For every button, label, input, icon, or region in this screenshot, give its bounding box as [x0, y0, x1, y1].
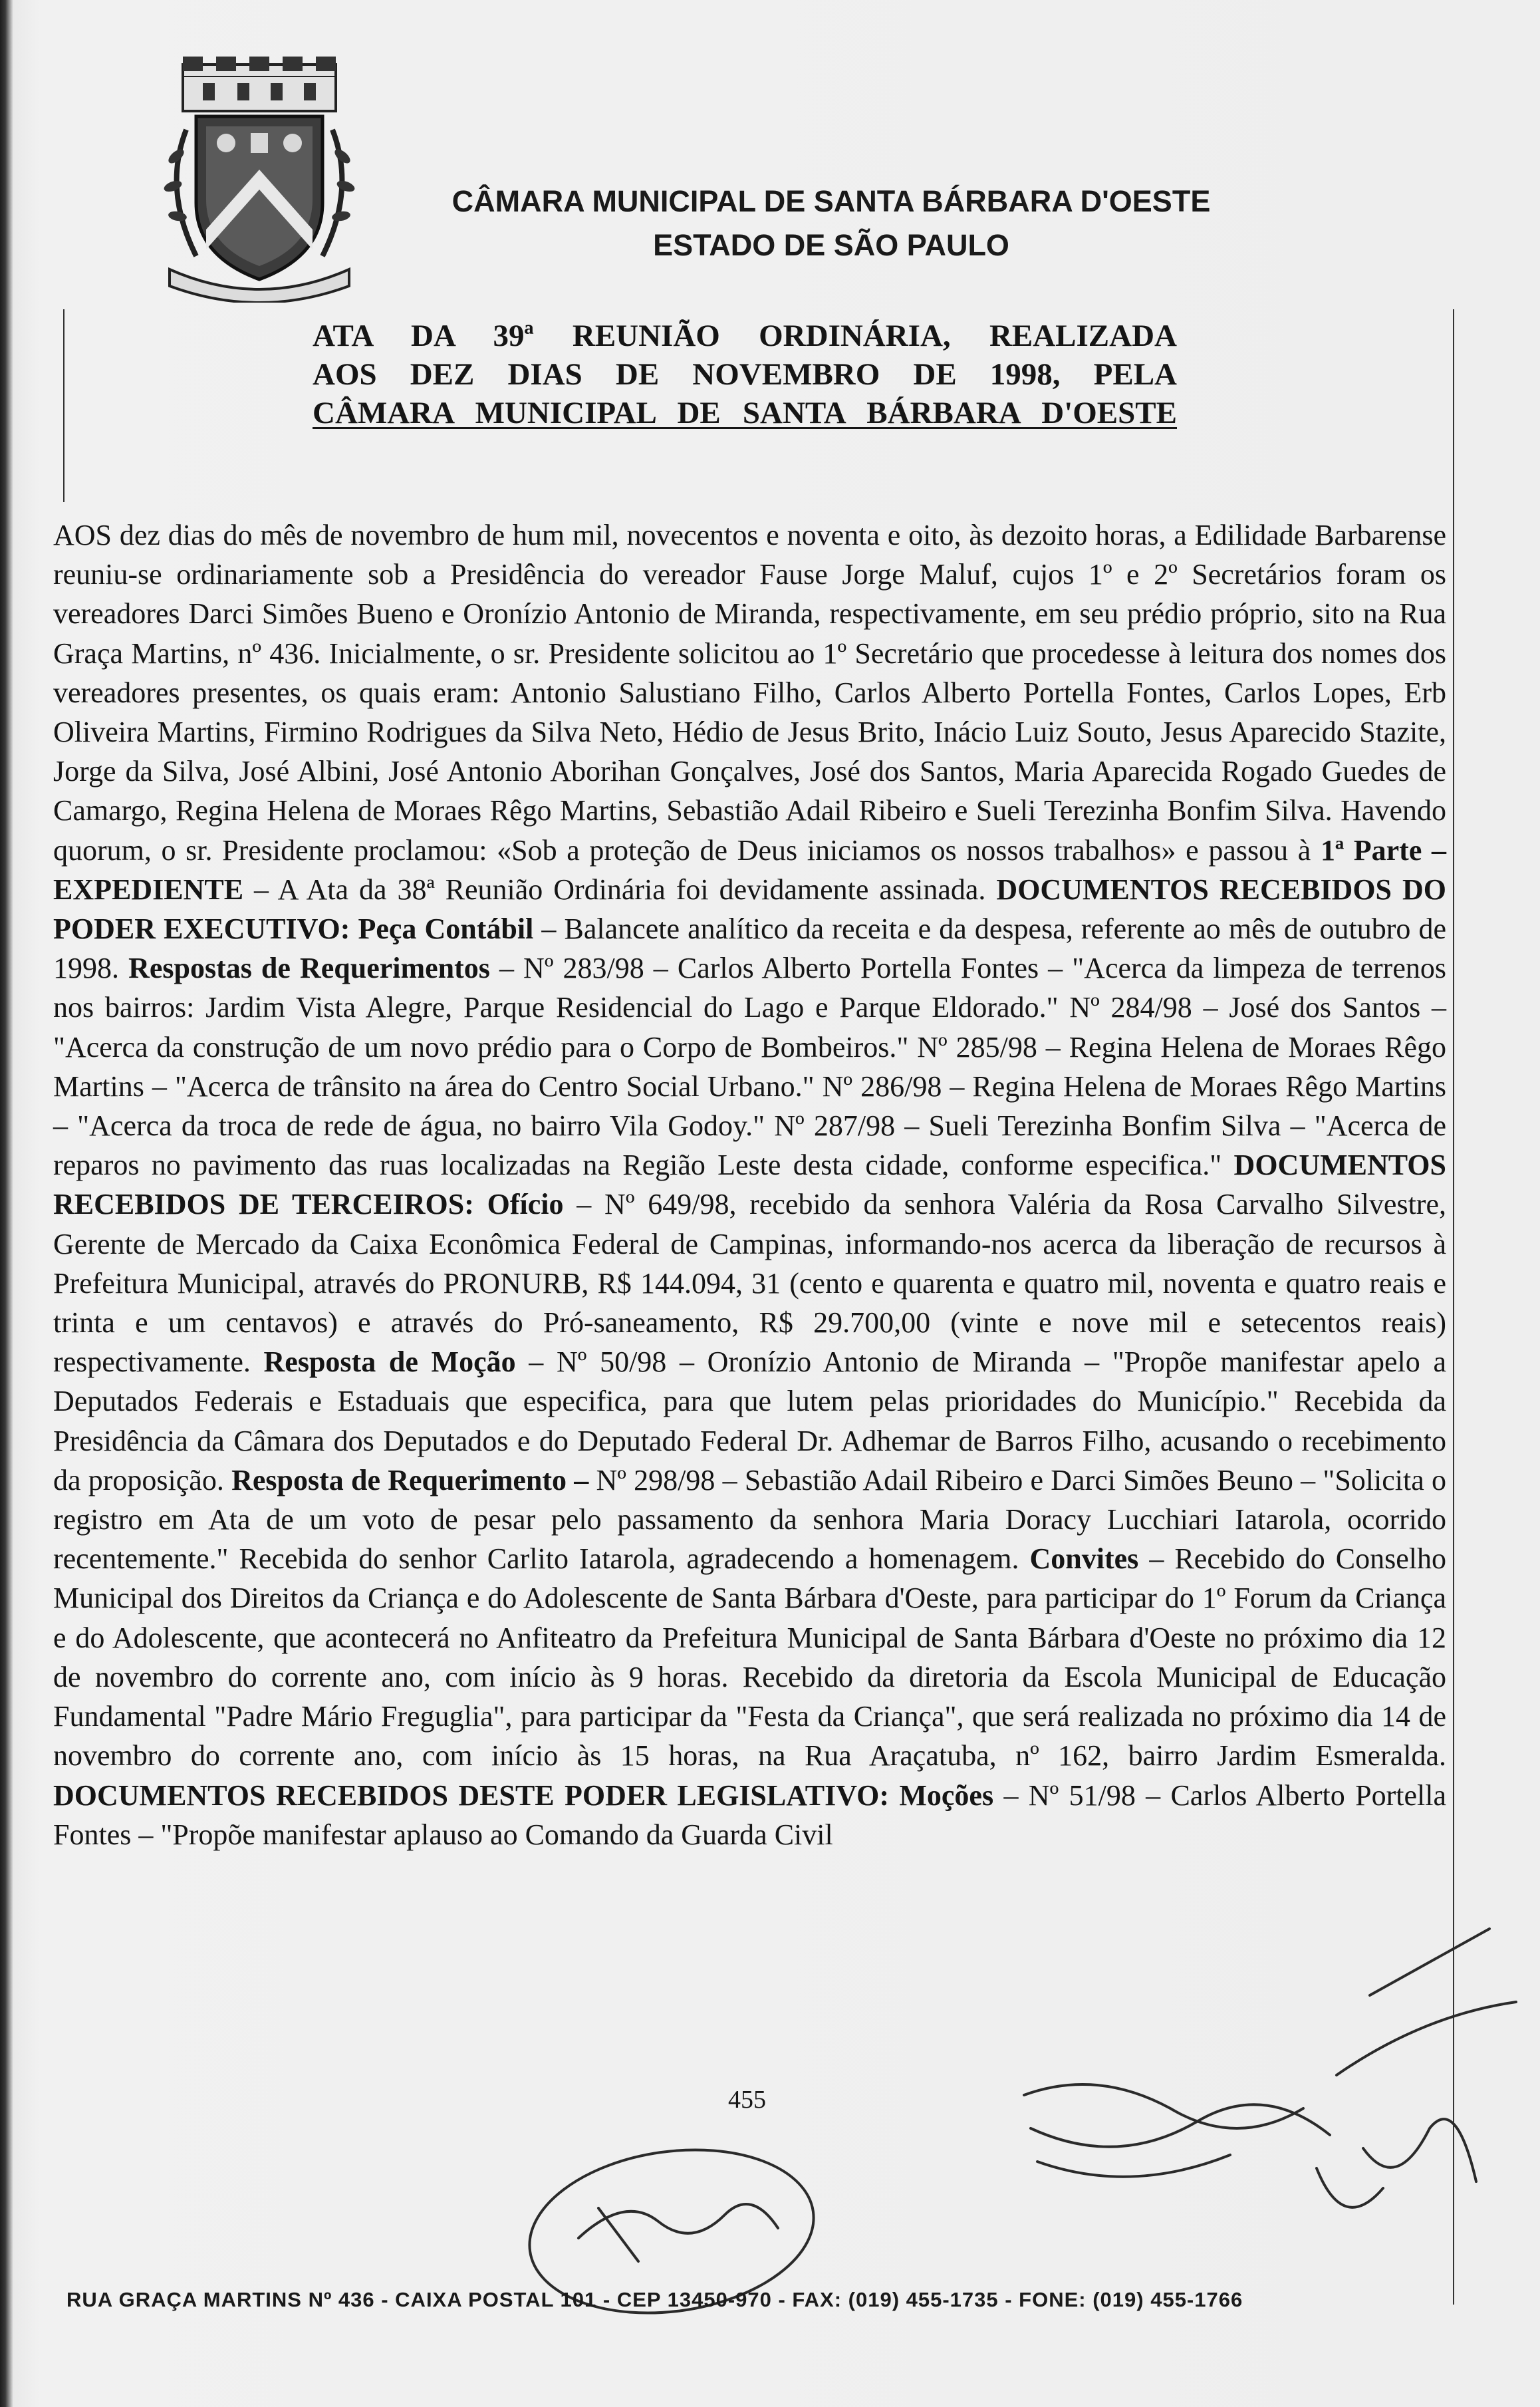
section-expediente: 1ª Parte – EXPEDIENTE: [53, 833, 1447, 906]
section-motion-answer: Resposta de Moção: [263, 1345, 516, 1379]
body-text-1: AOS dez dias do mês de novembro de hum mil, novecentos e noventa e oito, às dezoito horas, a Edilidade Barbarense reuniu-se ordinariamente sob a Presidência do vereador Fause Jorge Maluf, cujos 1º e 2º Secretários foram os vereadores Darci Simões Bueno e Oronízio Antonio de Miranda, respectivamente, em seu prédio próprio, sito na Rua Graça Martins, nº 436. Inicialmente, o sr. Presidente solicitou ao 1º Secretário que procedesse à leitura dos nomes dos vereadores presentes, os quais eram: Antonio Salustiano Filho, Carlos Alberto Portella Fontes, Carlos Lopes, Erb Oliveira Martins, Firmino Rodrigues da Silva Neto, Hédio de Jesus Brito, Inácio Luiz Souto, Jesus Aparecido Stazite, Jorge da Silva, José Albini, José Antonio Aborihan Gonçalves, José dos Santos, Maria Aparecida Rogado Guedes de Camargo, Regina Helena de Moraes Rêgo Martins, Sebastião Adail Ribeiro e Sueli Terezinha Bonfim Silva. Havendo quorum, o sr. Presidente proclamou: «Sob a proteção de Deus iniciamos os nossos trabalhos» e passou à: [53, 519, 1446, 867]
body-text-3: – Balancete analítico da receita e da despesa, referente ao mês de outubro de 1998.: [53, 913, 1446, 985]
minutes-title: [313, 317, 1177, 432]
municipal-coat-of-arms: [150, 57, 369, 303]
title-line-2: AOS DEZ DIAS DE NOVEMBRO DE 1998, PELA: [313, 357, 1177, 392]
body-text-6: – Nº 50/98 – Oronízio Antonio de Miranda – "Propõe manifestar apelo a Deputados Federais e Estaduais que especifica, para que lutem pelas prioridades do Município." Recebida da Presidência da Câmara dos Deputados e do Deputado Federal Dr. Adhemar de Barros Filho, acusando o recebimento da proposição.: [53, 1345, 1446, 1496]
right-margin-rule: [1453, 309, 1454, 2305]
title-line-3: CÂMARA MUNICIPAL DE SANTA BÁRBARA D'OESTE: [313, 396, 1177, 430]
body-text-9: – Nº 51/98 – Carlos Alberto Portella Fontes – "Propõe manifestar aplauso ao Comando da Guarda Civil: [53, 1778, 1446, 1851]
section-requirement-answer: Resposta de Requerimento –: [231, 1463, 589, 1496]
page-number: 455: [728, 2086, 766, 2114]
body-text-7: Nº 298/98 – Sebastião Adail Ribeiro e Darci Simões Beuno – "Solicita o registro em Ata de um voto de pesar pelo passamento da senhora Maria Doracy Lucchiari Iatarola, ocorrido recentemente." Recebida do senhor Carlito Iatarola, agradecendo a homenagem.: [53, 1463, 1446, 1576]
section-legislative-documents: DOCUMENTOS RECEBIDOS DESTE PODER LEGISLATIVO: Moções: [53, 1778, 994, 1812]
left-margin-rule: [63, 309, 64, 502]
section-executive-documents: DOCUMENTOS RECEBIDOS DO PODER EXECUTIVO: Peça Contábil: [53, 873, 1447, 946]
body-text-8: – Recebido do Conselho Municipal dos Direitos da Criança e do Adolescente de Santa Bárbara d'Oeste, para participar do 1º Forum da Criança e do Adolescente, que acontecerá no Anfiteatro da Prefeitura Municipal de Santa Bárbara d'Oeste no próximo dia 12 de novembro do corrente ano, com início às 9 horas. Recebido da diretoria da Escola Municipal de Educação Fundamental "Padre Mário Freguglia", para participar da "Festa da Criança", que será realizada no próximo dia 14 de novembro do corrente ano, com início às 15 horas, na Rua Araçatuba, nº 162, bairro Jardim Esmeralda.: [53, 1542, 1446, 1772]
body-text-2: – A Ata da 38ª Reunião Ordinária foi devidamente assinada.: [243, 873, 997, 906]
letterhead-state: ESTADO DE SÃO PAULO: [653, 228, 1009, 262]
section-requirement-answers: Respostas de Requerimentos: [128, 952, 490, 985]
letterhead-chamber-name: CÂMARA MUNICIPAL DE SANTA BÁRBARA D'OESTE: [451, 184, 1211, 218]
letterhead-footer: RUA GRAÇA MARTINS Nº 436 - CAIXA POSTAL 101 - CEP 13450-970 - FAX: (019) 455-1735 - FONE: (019) 455-1766: [66, 2288, 1243, 2311]
section-invitations: Convites: [1029, 1542, 1139, 1576]
body-text-5: – Nº 649/98, recebido da senhora Valéria da Rosa Carvalho Silvestre, Gerente de Mercado da Caixa Econômica Federal de Campinas, informando-nos acerca da liberação de recursos à Prefeitura Municipal, através do PRONURB, R$ 144.094, 31 (cento e quarenta e quatro mil, noventa e quatro reais e trinta e um centavos) e através do Pró-saneamento, R$ 29.700,00 (vinte e nove mil e setecentos reais) respectivamente.: [53, 1188, 1446, 1379]
section-third-party-documents: DOCUMENTOS RECEBIDOS DE TERCEIROS: Ofício: [53, 1149, 1446, 1221]
title-line-1: ATA DA 39ª REUNIÃO ORDINÁRIA, REALIZADA: [313, 319, 1177, 353]
letterhead: [399, 180, 1263, 267]
minutes-body: [53, 515, 1446, 1854]
body-text-4: – Nº 283/98 – Carlos Alberto Portella Fontes – "Acerca da limpeza de terrenos nos bairros: Jardim Vista Alegre, Parque Residencial do Lago e Parque Eldorado." Nº 284/98 – José dos Santos – "Acerca da construção de um novo prédio para o Corpo de Bombeiros." Nº 285/98 – Regina Helena de Moraes Rêgo Martins – "Acerca de trânsito na área do Centro Social Urbano." Nº 286/98 – Regina Helena de Moraes Rêgo Martins – "Acerca da troca de rede de água, no bairro Vila Godoy." Nº 287/98 – Sueli Terezinha Bonfim Silva – "Acerca de reparos no pavimento das ruas localizadas na Região Leste desta cidade, conforme especifica.": [53, 952, 1446, 1182]
